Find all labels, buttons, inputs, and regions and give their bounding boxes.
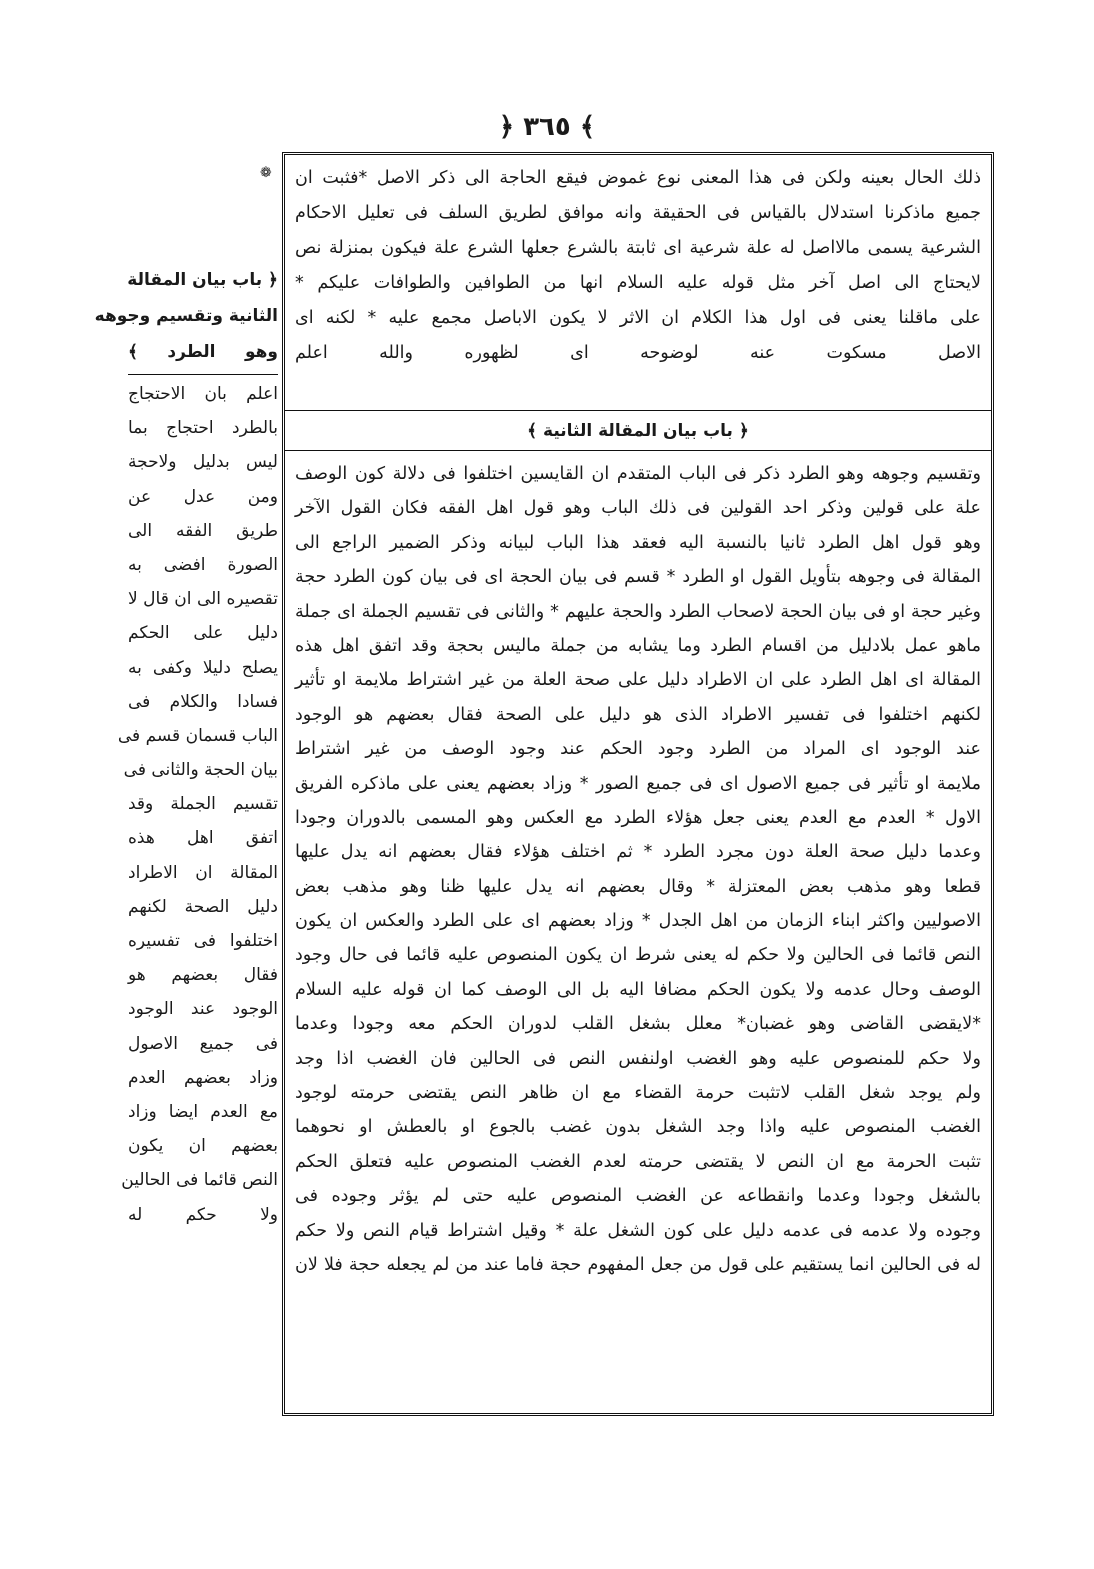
text-line: وغير حجة او فى بيان الحجة لاصحاب الطرد والحجة عليهم * والثانى فى تقسيم الجملة اى جملة [295, 601, 981, 622]
text-line: لايحتاج الى اصل آخر مثل قوله عليه السلام انها من الطوافين والطوافات عليكم * [295, 273, 981, 293]
margin-text-line: الوجود عند الوجود [128, 999, 278, 1020]
margin-text-line: تقسيم الجملة وقد [128, 794, 278, 815]
margin-text-line: دليل على الحكم [128, 623, 278, 644]
margin-text-line: ولا حكم له [128, 1204, 278, 1225]
text-line: الاصل مسكوت عنه لوضوحه اى لظهوره والله اعلم [295, 343, 981, 363]
text-line: وهو قول اهل الطرد ثانيا بالنسبة اليه فعقد هذا الباب لبيانه وذكر الضمير الراجع الى [295, 532, 981, 553]
margin-text-line: دليل الصحة لكنهم [128, 896, 278, 917]
text-line: علة على قولين وذكر احد القولين فى ذلك الباب وهو قول اهل الفقه فكان القول الآخر [295, 498, 981, 519]
text-line: *لايقضى القاضى وهو غضبان* معلل بشغل القلب لدوران الحكم معه وجودا وعدما [295, 1014, 981, 1035]
margin-text-line: طريق الفقه الى [128, 520, 278, 541]
margin-text-line: اختلفوا فى تفسيره [128, 931, 278, 951]
margin-text-line: يصلح دليلا وكفى به [128, 657, 278, 678]
text-line: الاصوليين واكثر ابناء الزمان من اهل الجدل * وزاد بعضهم اى على الطرد والعكس ان يكون [295, 911, 981, 932]
text-line: على ماقلنا يعنى فى اول هذا الكلام ان الاثر لا يكون الاباصل مجمع عليه * لكنه اى [295, 308, 981, 328]
text-line: عند الوجود اى المراد من الطرد وجود الحكم عند وجود الوصف من غير اشتراط [295, 739, 981, 760]
margin-text-line: مع العدم ايضا وزاد [128, 1101, 278, 1122]
text-line: المقالة فى وجوهه بتأويل القول او الطرد * قسم فى بيان الحجة اى فى بيان كون الطرد حجة [295, 567, 981, 588]
text-line: الاول * العدم مع العدم يعنى جعل هؤلاء الطرد مع العكس وهو المسمى بالدوران وجودا [295, 807, 981, 828]
margin-heading-line: وهو الطرد ﴾ [128, 342, 278, 362]
margin-text-line: بعضهم ان يكون [128, 1136, 278, 1157]
margin-text-line: فى جميع الاصول [128, 1033, 278, 1054]
text-line: ماهو عمل بلادليل من اقسام الطرد وما يشابه من جملة ماليس بحجة وقد اتفق اهل هذه [295, 635, 981, 656]
margin-text-line: ومن عدل عن [128, 486, 278, 507]
text-line: وتقسيم وجوهه وهو الطرد ذكر فى الباب المتقدم ان القايسين اختلفوا فى دلالة كون الوصف [295, 464, 981, 484]
text-line: جميع ماذكرنا استدلال بالقياس فى الحقيقة وانه موافق لطريق السلف فى تعليل الاحكام [295, 203, 981, 223]
main-text-frame [282, 152, 994, 1416]
margin-text-line: الباب قسمان قسم فى [117, 725, 278, 746]
text-line: ذلك الحال بعينه ولكن فى هذا المعنى نوع غموض فيقع الحاجة الى ذكر الاصل *فثبت ان [295, 168, 981, 188]
text-line: له فى الحالين انما يستقيم على قول من جعل المفهوم حجة فاما عند من لم يجعله حجة فلا لان [295, 1254, 981, 1275]
margin-heading-line: ﴿ باب بيان المقالة [127, 270, 278, 290]
margin-text-line: وزاد بعضهم العدم [128, 1067, 278, 1088]
text-line: تثبت الحرمة مع ان النص لا يقتضى حرمته لعدم الغضب المنصوص عليه فتعلق الحكم [295, 1151, 981, 1172]
section-heading: ﴿ باب بيان المقالة الثانية ﴾ [527, 421, 749, 441]
margin-commentary [94, 262, 278, 1232]
divider [128, 374, 278, 375]
margin-text-line: بيان الحجة والثانى فى [123, 760, 278, 781]
margin-heading [94, 262, 278, 370]
text-line: وجوده ولا عدمه فى عدمه دليل على كون الشغل علة * وقيل اشتراط قيام النص ولا حكم [295, 1220, 981, 1241]
page-number: ﴿ ٣٦٥ ﴾ [498, 112, 596, 142]
text-line: ملايمة او تأثير فى جميع الاصول اى فى جميع الصور * وزاد بعضهم يعنى على ماذكره الفريق [295, 773, 981, 794]
text-line: وعدما دليل صحة العلة دون مجرد الطرد * ثم اختلف هؤلاء فقال بعضهم انه يدل عليها [295, 842, 981, 863]
text-line: الغضب المنصوص عليه واذا وجد الشغل بدون غضب بالجوع او بالعطش او نحوهما [295, 1117, 981, 1138]
text-line: ولم يوجد شغل القلب لاتثبت حرمة القضاء مع ان ظاهر النص يقتضى حرمته لوجود [295, 1083, 981, 1104]
margin-text-line: بالطرد احتجاج بما [128, 418, 278, 439]
ornament-icon: ❁ [260, 165, 272, 181]
margin-text-line: فقال بعضهم هو [128, 965, 278, 986]
divider [285, 450, 991, 451]
margin-text-line: النص قائما فى الحالين [121, 1170, 278, 1191]
text-line: لكنهم اختلفوا فى تفسير الاطراد الذى هو دليل على الصحة فقال بعضهم هو الوجود [295, 704, 981, 725]
text-line: الشرعية يسمى مالااصل له علة شرعية اى ثابتة بالشرع جعلها الشرع علة فيكون بمنزلة نص [295, 238, 981, 258]
text-line: الوصف وحال عدمه ولا يكون الحكم مضافا اليه بل الى الوصف كما ان قوله عليه السلام [295, 979, 981, 1000]
margin-text-line: تقصيره الى ان قال لا [128, 589, 278, 610]
top-text-block [295, 161, 981, 409]
text-line: ولا حكم للمنصوص عليه وهو الغضب اولنفس النص فى الحالين فان الغضب اذا وجد [295, 1048, 981, 1069]
margin-text-line: اعلم بان الاحتجاج [128, 384, 278, 404]
text-line: النص قائما فى الحالين ولا حكم له يعنى شرط ان يكون المنصوص عليه قائما فى حال وجود [295, 945, 981, 966]
margin-text-line: ليس بدليل ولاحجة [128, 452, 278, 473]
main-text-block [295, 457, 981, 1407]
text-line: بالشغل وجودا وعدما وانقطاعه عن الغضب المنصوص عليه حتى لم يؤثر وجوده فى [295, 1186, 981, 1207]
margin-text-line: الصورة افضى به [128, 554, 278, 575]
margin-text-line: المقالة ان الاطراد [128, 862, 278, 883]
text-line: قطعا وهو مذهب بعض المعتزلة * وقال بعضهم انه يدل عليها ظنا وهو مذهب بعض [295, 876, 981, 897]
margin-text-line: اتفق اهل هذه [128, 828, 278, 849]
margin-heading-line: الثانية وتقسيم وجوهه [94, 306, 278, 326]
text-line: المقالة اى اهل الطرد على ان الاطراد دليل على صحة العلة من غير اشتراط ملايمة او تأثير [295, 670, 981, 691]
margin-body [117, 377, 278, 1232]
divider [285, 410, 991, 411]
margin-text-line: فسادا والكلام فى [128, 691, 278, 712]
